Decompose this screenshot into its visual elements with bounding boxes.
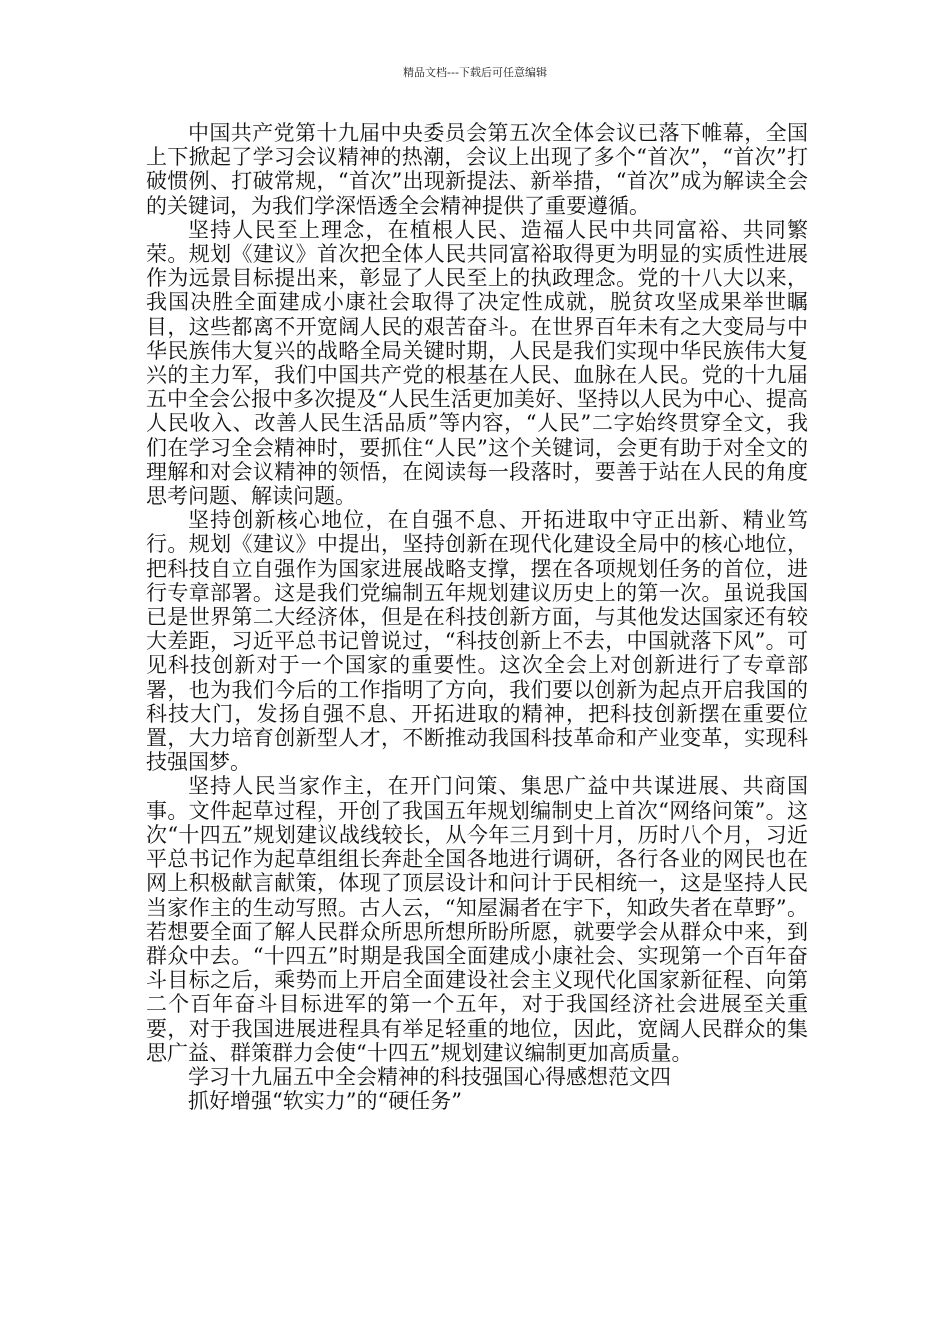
section-title: 学习十九届五中全会精神的科技强国心得感想范文四 [188, 1064, 671, 1089]
paragraph-intro: 中国共产党第十九届中央委员会第五次全体会议已落下帷幕，全国上下掀起了学习会议精神的热潮，会议上出现了多个“首次”，“首次”打破惯例、打破常规，“首次”出现新提法、新举措，“首次”成为解读全会的关键词，为我们学深悟透全会精神提供了重要遵循。 [146, 121, 808, 218]
paragraph-people-first: 坚持人民至上理念，在植根人民、造福人民中共同富裕、共同繁荣。规划《建议》首次把全体人民共同富裕取得更为明显的实质性进展作为远景目标提出来，彰显了人民至上的执政理念。党的十八大以来，我国决胜全面建成小康社会取得了决定性成就，脱贫攻坚成果举世瞩目，这些都离不开宽阔人民的艰苦奋斗。在世界百年未有之大变局与中华民族伟大复兴的战略全局关键时期，人民是我们实现中华民族伟大复兴的主力军，我们中国共产党的根基在人民、血脉在人民。党的十九届五中全会公报中多次提及“人民生活更加美好、坚持以人民为中心、提高人民收入、改善人民生活品质”等内容，“人民”二字始终贯穿全文，我们在学习全会精神时，要抓住“人民”这个关键词，会更有助于对全文的理解和对会议精神的领悟，在阅读每一段落时，要善于站在人民的角度思考问题、解读问题。 [146, 217, 808, 509]
page-header: 精品文档---下载后可任意编辑 [403, 66, 547, 79]
document-body [146, 121, 808, 1113]
paragraph-people-masters: 坚持人民当家作主，在开门问策、集思广益中共谋进展、共商国事。文件起草过程，开创了我国五年规划编制史上首次“网络问策”。这次“十四五”规划建议战线较长，从今年三月到十月，历时八个月，习近平总书记作为起草组组长奔赴全国各地进行调研，各行各业的网民也在网上积极献言献策，体现了顶层设计和问计于民相统一，这是坚持人民当家作主的生动写照。古人云，“知屋漏者在宇下，知政失者在草野”。若想要全面了解人民群众所思所想所盼所愿，就要学会从群众中来，到群众中去。“十四五”时期是我国全面建成小康社会、实现第一个百年奋斗目标之后，乘势而上开启全面建设社会主义现代化国家新征程、向第二个百年奋斗目标进军的第一个五年，对于我国经济社会进展至关重要，对于我国进展进程具有举足轻重的地位，因此，宽阔人民群众的集思广益、群策群力会使“十四五”规划建议编制更加高质量。 [146, 774, 808, 1065]
section-subtitle: 抓好增强“软实力”的“硬任务” [188, 1089, 462, 1114]
paragraph-innovation: 坚持创新核心地位，在自强不息、开拓进取中守正出新、精业笃行。规划《建议》中提出，坚持创新在现代化建设全局中的核心地位，把科技自立自强作为国家进展战略支撑，摆在各项规划任务的首位，进行专章部署。这是我们党编制五年规划建议历史上的第一次。虽说我国已是世界第二大经济体，但是在科技创新方面，与其他发达国家还有较大差距，习近平总书记曾说过，“科技创新上不去，中国就落下风”。可见科技创新对于一个国家的重要性。这次全会上对创新进行了专章部署，也为我们今后的工作指明了方向，我们要以创新为起点开启我国的科技大门，发扬自强不息、开拓进取的精神，把科技创新摆在重要位置，大力培育创新型人才，不断推动我国科技革命和产业变革，实现科技强国梦。 [146, 508, 808, 775]
